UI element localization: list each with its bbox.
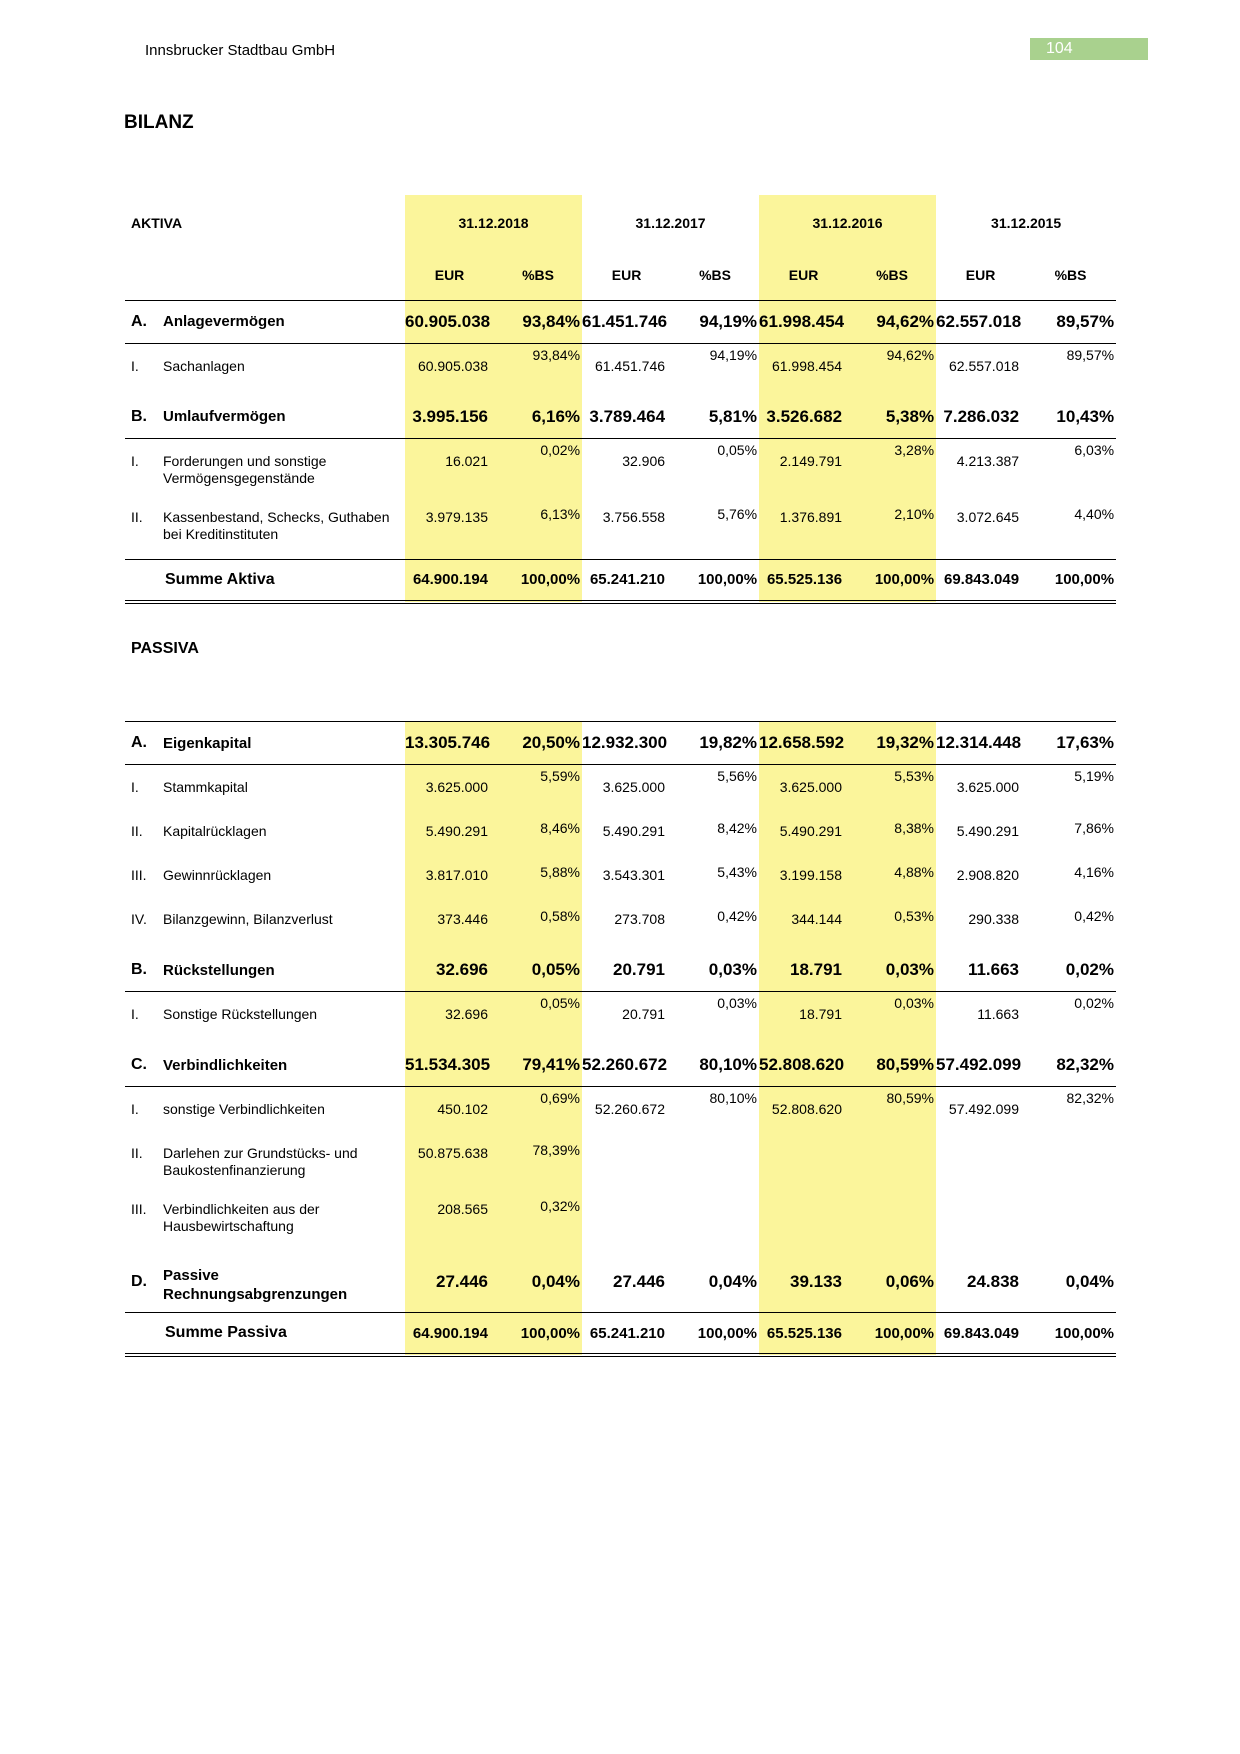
sum-label: Summe Passiva	[163, 1313, 405, 1356]
percent-cell: 5,56%	[717, 768, 757, 784]
amount-cell: 60.905.038	[405, 343, 494, 396]
item-roman: I.	[131, 779, 139, 795]
percent-cell: 0,03%	[671, 949, 759, 992]
percent-cell: 0,06%	[848, 1251, 936, 1313]
percent-cell: 0,05%	[494, 992, 582, 1045]
year-header: 31.12.2018	[405, 195, 582, 250]
percent-cell: 6,13%	[494, 503, 582, 560]
eur-header: EUR	[759, 250, 848, 300]
group-title: Passive Rechnungsabgrenzungen	[163, 1251, 405, 1313]
percent-cell	[671, 1195, 759, 1251]
group-letter: C.	[125, 1044, 163, 1087]
percent-cell	[848, 1139, 936, 1195]
percent-cell: 89,57%	[1025, 300, 1116, 343]
amount-cell: 290.338	[968, 911, 1019, 927]
amount-cell: 39.133	[759, 1251, 848, 1313]
pct-header: %BS	[1025, 250, 1116, 300]
eur-header: EUR	[405, 250, 494, 300]
eur-header: EUR	[582, 250, 671, 300]
percent-cell: 100,00%	[1025, 1313, 1116, 1356]
percent-cell: 5,81%	[671, 396, 759, 439]
amount-cell: 3.756.558	[602, 508, 666, 525]
amount-cell: 450.102	[405, 1087, 494, 1140]
percent-cell: 0,42%	[1074, 908, 1114, 924]
amount-cell: 12.314.448	[936, 722, 1025, 765]
percent-cell: 80,59%	[848, 1044, 936, 1087]
amount-cell: 20.791	[622, 1006, 665, 1022]
percent-cell: 8,38%	[848, 817, 936, 861]
amount-cell: 3.199.158	[759, 861, 848, 905]
amount-cell: 64.900.194	[405, 1313, 494, 1356]
percent-cell: 5,88%	[494, 861, 582, 905]
percent-cell: 0,32%	[494, 1195, 582, 1251]
group-letter: B.	[125, 949, 163, 992]
year-header: 31.12.2017	[635, 214, 706, 231]
amount-cell: 24.838	[936, 1251, 1025, 1313]
item-label: sonstige Verbindlichkeiten	[163, 1101, 325, 1117]
amount-cell: 60.905.038	[405, 300, 494, 343]
amount-cell: 18.791	[759, 949, 848, 992]
amount-cell: 32.906	[622, 452, 666, 469]
item-row	[125, 1139, 1116, 1195]
item-label: Kassenbestand, Schecks, Guthaben bei Kreditinstituten	[163, 508, 390, 542]
group-title: Verbindlichkeiten	[163, 1044, 405, 1087]
group-title: Anlagevermögen	[163, 300, 405, 343]
percent-cell: 0,04%	[494, 1251, 582, 1313]
percent-cell: 93,84%	[494, 300, 582, 343]
sum-label: Summe Aktiva	[163, 559, 405, 602]
amount-cell: 65.525.136	[759, 1313, 848, 1356]
item-row	[125, 503, 1116, 560]
passiva-table	[125, 721, 1116, 1357]
amount-cell: 3.995.156	[405, 396, 494, 439]
item-roman: II.	[131, 1145, 143, 1161]
percent-cell: 80,10%	[709, 1090, 757, 1106]
percent-cell: 19,82%	[671, 722, 759, 765]
amount-cell: 3.625.000	[956, 779, 1019, 795]
passiva-label: PASSIVA	[131, 640, 199, 657]
percent-cell: 0,04%	[1025, 1251, 1116, 1313]
amount-cell: 52.808.620	[759, 1044, 848, 1087]
amount-cell: 3.979.135	[405, 503, 494, 560]
item-label: Gewinnrücklagen	[163, 867, 272, 883]
percent-cell: 19,32%	[848, 722, 936, 765]
amount-cell: 69.843.049	[936, 559, 1025, 602]
item-roman: II.	[131, 508, 143, 525]
percent-cell: 94,19%	[709, 346, 758, 363]
amount-cell	[582, 1139, 671, 1195]
amount-cell: 18.791	[759, 992, 848, 1045]
amount-cell: 4.213.387	[956, 452, 1020, 469]
amount-cell: 3.543.301	[602, 867, 665, 883]
amount-cell: 62.557.018	[936, 300, 1025, 343]
item-roman: III.	[131, 1201, 147, 1217]
amount-cell: 52.260.672	[582, 1044, 671, 1087]
percent-cell: 8,46%	[494, 817, 582, 861]
percent-cell: 82,32%	[1066, 1090, 1114, 1106]
percent-cell: 2,10%	[848, 503, 936, 560]
item-row	[125, 817, 1116, 861]
group-title: Rückstellungen	[163, 949, 405, 992]
amount-cell: 52.808.620	[759, 1087, 848, 1140]
amount-cell: 2.149.791	[759, 438, 848, 503]
percent-cell	[1025, 1195, 1116, 1251]
amount-cell: 11.663	[936, 949, 1025, 992]
amount-cell: 3.072.645	[956, 508, 1020, 525]
item-roman: IV.	[131, 911, 147, 927]
group-letter: A.	[125, 300, 163, 343]
percent-cell: 80,10%	[671, 1044, 759, 1087]
group-title: Eigenkapital	[163, 722, 405, 765]
item-row	[125, 905, 1116, 949]
percent-cell: 0,53%	[848, 905, 936, 949]
item-label: Stammkapital	[163, 779, 248, 795]
item-label: Forderungen und sonstige Vermögensgegenstände	[163, 452, 327, 486]
amount-cell: 373.446	[405, 905, 494, 949]
amount-cell: 5.490.291	[759, 817, 848, 861]
item-label: Kapitalrücklagen	[163, 823, 267, 839]
amount-cell: 61.998.454	[759, 343, 848, 396]
amount-cell: 62.557.018	[948, 357, 1020, 374]
percent-cell: 0,42%	[717, 908, 757, 924]
item-row	[125, 861, 1116, 905]
item-roman: I.	[131, 1006, 139, 1022]
pct-header: %BS	[848, 250, 936, 300]
percent-cell: 89,57%	[1066, 346, 1115, 363]
amount-cell: 65.525.136	[759, 559, 848, 602]
percent-cell: 5,19%	[1074, 768, 1114, 784]
amount-cell: 27.446	[582, 1251, 671, 1313]
amount-cell: 344.144	[759, 905, 848, 949]
amount-cell: 65.241.210	[582, 559, 671, 602]
amount-cell: 32.696	[405, 992, 494, 1045]
item-row	[125, 765, 1116, 818]
percent-cell: 6,16%	[494, 396, 582, 439]
amount-cell: 50.875.638	[405, 1139, 494, 1195]
percent-cell: 100,00%	[671, 1313, 759, 1356]
group-row	[125, 1044, 1116, 1087]
year-header: 31.12.2016	[759, 195, 936, 250]
amount-cell: 69.843.049	[936, 1313, 1025, 1356]
amount-cell: 11.663	[977, 1006, 1019, 1022]
percent-cell: 100,00%	[848, 559, 936, 602]
group-row	[125, 396, 1116, 439]
amount-cell: 52.260.672	[594, 1101, 665, 1117]
amount-cell: 3.625.000	[759, 765, 848, 818]
percent-cell: 4,16%	[1074, 864, 1114, 880]
item-label: Sonstige Rückstellungen	[163, 1006, 318, 1022]
amount-cell: 13.305.746	[405, 722, 494, 765]
percent-cell	[848, 1195, 936, 1251]
amount-cell	[936, 1195, 1025, 1251]
amount-cell: 2.908.820	[956, 867, 1019, 883]
percent-cell: 0,02%	[494, 438, 582, 503]
percent-cell: 17,63%	[1025, 722, 1116, 765]
percent-cell: 5,76%	[717, 505, 758, 522]
amount-cell: 64.900.194	[405, 559, 494, 602]
item-roman: I.	[131, 452, 139, 469]
percent-cell: 79,41%	[494, 1044, 582, 1087]
amount-cell: 12.658.592	[759, 722, 848, 765]
group-row	[125, 949, 1116, 992]
pct-header: %BS	[671, 250, 759, 300]
percent-cell: 80,59%	[848, 1087, 936, 1140]
item-roman: I.	[131, 1101, 139, 1117]
item-row	[125, 1087, 1116, 1140]
percent-cell: 0,03%	[848, 949, 936, 992]
item-label: Verbindlichkeiten aus der Hausbewirtschaftung	[163, 1201, 320, 1234]
percent-cell: 100,00%	[494, 1313, 582, 1356]
percent-cell: 5,59%	[494, 765, 582, 818]
percent-cell: 4,40%	[1074, 505, 1115, 522]
percent-cell: 94,62%	[848, 343, 936, 396]
item-label: Bilanzgewinn, Bilanzverlust	[163, 911, 333, 927]
group-letter: A.	[125, 722, 163, 765]
percent-cell: 0,02%	[1074, 995, 1114, 1011]
percent-cell: 100,00%	[1025, 559, 1116, 602]
item-row	[125, 1195, 1116, 1251]
percent-cell: 78,39%	[494, 1139, 582, 1195]
item-row	[125, 343, 1116, 396]
amount-cell: 1.376.891	[759, 503, 848, 560]
amount-cell: 208.565	[405, 1195, 494, 1251]
amount-cell: 3.625.000	[405, 765, 494, 818]
amount-cell: 3.625.000	[602, 779, 665, 795]
amount-cell: 5.490.291	[405, 817, 494, 861]
amount-cell: 5.490.291	[602, 823, 665, 839]
percent-cell: 0,03%	[717, 995, 757, 1011]
page-title: BILANZ	[124, 112, 194, 133]
year-header: 31.12.2015	[991, 214, 1062, 231]
amount-cell: 32.696	[405, 949, 494, 992]
percent-cell: 94,62%	[848, 300, 936, 343]
amount-cell: 3.817.010	[405, 861, 494, 905]
item-row	[125, 438, 1116, 503]
percent-cell: 6,03%	[1074, 441, 1115, 458]
amount-cell: 57.492.099	[948, 1101, 1019, 1117]
percent-cell: 100,00%	[848, 1313, 936, 1356]
percent-cell: 100,00%	[494, 559, 582, 602]
amount-cell: 16.021	[405, 438, 494, 503]
group-letter: D.	[125, 1251, 163, 1313]
amount-cell: 27.446	[405, 1251, 494, 1313]
aktiva-table	[125, 195, 1116, 604]
group-row	[125, 300, 1116, 343]
sum-row	[125, 559, 1116, 602]
eur-header: EUR	[936, 250, 1025, 300]
amount-cell: 3.526.682	[759, 396, 848, 439]
percent-cell: 94,19%	[671, 300, 759, 343]
percent-cell	[1025, 1139, 1116, 1195]
item-roman: II.	[131, 823, 143, 839]
aktiva-label: AKTIVA	[131, 214, 183, 231]
percent-cell: 100,00%	[671, 559, 759, 602]
percent-cell: 0,03%	[848, 992, 936, 1045]
percent-cell: 5,38%	[848, 396, 936, 439]
item-roman: I.	[131, 357, 139, 374]
amount-cell	[582, 1195, 671, 1251]
pct-header: %BS	[494, 250, 582, 300]
sum-spacer	[125, 559, 163, 602]
amount-cell: 3.789.464	[582, 396, 671, 439]
percent-cell: 10,43%	[1025, 396, 1116, 439]
percent-cell: 0,05%	[494, 949, 582, 992]
amount-cell: 61.451.746	[582, 300, 671, 343]
amount-cell	[759, 1139, 848, 1195]
percent-cell: 0,58%	[494, 905, 582, 949]
sum-spacer	[125, 1313, 163, 1356]
percent-cell: 3,28%	[848, 438, 936, 503]
percent-cell: 82,32%	[1025, 1044, 1116, 1087]
percent-cell: 5,53%	[848, 765, 936, 818]
percent-cell: 0,02%	[1025, 949, 1116, 992]
amount-cell: 7.286.032	[936, 396, 1025, 439]
sum-row	[125, 1313, 1116, 1356]
amount-cell: 12.932.300	[582, 722, 671, 765]
amount-cell: 20.791	[582, 949, 671, 992]
amount-cell: 51.534.305	[405, 1044, 494, 1087]
percent-cell: 7,86%	[1074, 820, 1114, 836]
company-name: Innsbrucker Stadtbau GmbH	[145, 42, 336, 59]
percent-cell: 0,05%	[717, 441, 758, 458]
amount-cell	[936, 1139, 1025, 1195]
item-label: Darlehen zur Grundstücks- und Baukostenfinanzierung	[163, 1145, 358, 1178]
item-roman: III.	[131, 867, 147, 883]
item-label: Sachanlagen	[163, 357, 245, 374]
page-number: 104	[1030, 38, 1148, 60]
percent-cell: 20,50%	[494, 722, 582, 765]
percent-cell	[671, 1139, 759, 1195]
amount-cell: 57.492.099	[936, 1044, 1025, 1087]
amount-cell: 65.241.210	[582, 1313, 671, 1356]
group-row	[125, 722, 1116, 765]
amount-cell: 61.451.746	[594, 357, 666, 374]
group-title: Umlaufvermögen	[163, 396, 405, 439]
group-letter: B.	[125, 396, 163, 439]
amount-cell: 61.998.454	[759, 300, 848, 343]
percent-cell: 8,42%	[717, 820, 757, 836]
amount-cell: 273.708	[614, 911, 665, 927]
item-row	[125, 992, 1116, 1045]
amount-cell	[759, 1195, 848, 1251]
percent-cell: 93,84%	[494, 343, 582, 396]
group-row	[125, 1251, 1116, 1313]
percent-cell: 4,88%	[848, 861, 936, 905]
amount-cell: 5.490.291	[956, 823, 1019, 839]
percent-cell: 0,04%	[671, 1251, 759, 1313]
percent-cell: 0,69%	[494, 1087, 582, 1140]
percent-cell: 5,43%	[717, 864, 757, 880]
